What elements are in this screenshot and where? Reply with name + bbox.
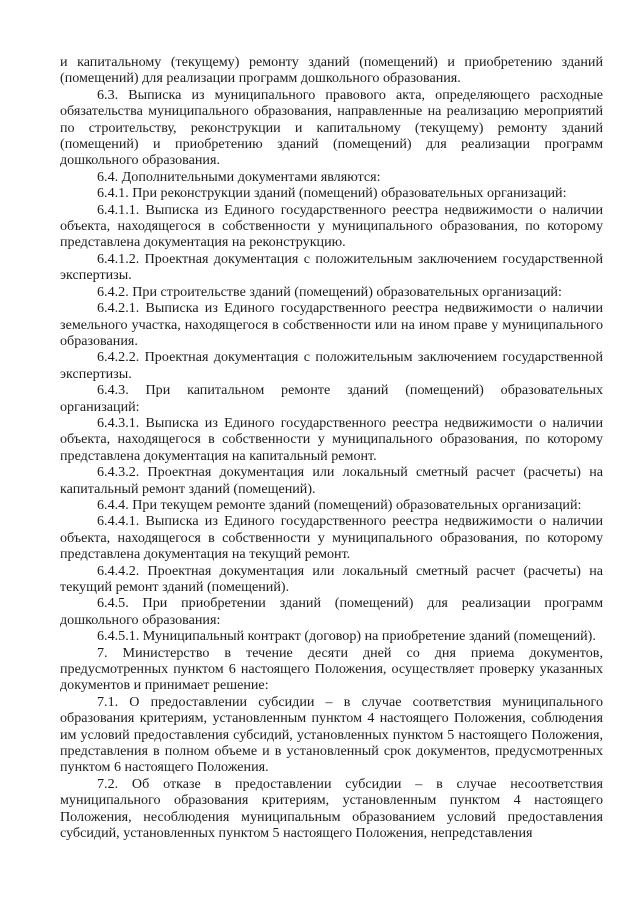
paragraph-6-4-2-1: 6.4.2.1. Выписка из Единого государственного реестра недвижимости о наличии земельного участка, находящегося в собственности или на ином праве у муниципального образования. xyxy=(60,300,603,349)
paragraph-6-4-1-2: 6.4.1.2. Проектная документация с положительным заключением государственной экспертизы. xyxy=(60,250,603,284)
document-body xyxy=(60,54,603,842)
paragraph-6-4-2-2: 6.4.2.2. Проектная документация с положительным заключением государственной экспертизы. xyxy=(60,349,603,382)
paragraph-continuation: и капитальному (текущему) ремонту зданий (помещений) и приобретению зданий (помещений) для реализации программ дошкольного образования. xyxy=(60,54,603,87)
paragraph-6-4-5: 6.4.5. При приобретении зданий (помещений) для реализации программ дошкольного образования: xyxy=(60,595,603,628)
paragraph-6-3: 6.3. Выписка из муниципального правового акта, определяющего расходные обязательства муниципального образования, направленные на реализацию мероприятий по строительству, реконструкции и капитальному (текущему) ремонту зданий (помещений) и приобретению зданий (помещений) для реализации программ дошкольного образования. xyxy=(60,86,603,169)
paragraph-6-4-4: 6.4.4. При текущем ремонте зданий (помещений) образовательных организаций: xyxy=(97,496,582,513)
paragraph-7: 7. Министерство в течение десяти дней со дня приема документов, предусмотренных пунктом 6 настоящего Положения, осуществляет проверку указанных документов и принимает решение: xyxy=(60,644,603,694)
paragraph-6-4-1-1: 6.4.1.1. Выписка из Единого государственного реестра недвижимости о наличии объекта, находящегося в собственности у муниципального образования, по которому представлена документация на реконструкцию. xyxy=(60,201,603,251)
paragraph-6-4-5-1: 6.4.5.1. Муниципальный контракт (договор) на приобретение зданий (помещений). xyxy=(97,628,596,645)
paragraph-6-4-3-1: 6.4.3.1. Выписка из Единого государственного реестра недвижимости о наличии объекта, находящегося в собственности у муниципального образования, по которому представлена документация на капитальный ремонт. xyxy=(60,414,603,464)
paragraph-7-2: 7.2. Об отказе в предоставлении субсидии – в случае несоответствия муниципального образования критериям, установленным пунктом 4 настоящего Положения, несоблюдения муниципальным образованием условий предоставления субсидий, установленных пунктом 5 настоящего Положения, непредставления xyxy=(60,775,603,842)
paragraph-6-4-3-2: 6.4.3.2. Проектная документация или локальный сметный расчет (расчеты) на капитальный ремонт зданий (помещений). xyxy=(60,464,603,497)
paragraph-6-4: 6.4. Дополнительными документами являются: xyxy=(97,168,381,185)
paragraph-6-4-4-2: 6.4.4.2. Проектная документация или локальный сметный расчет (расчеты) на текущий ремонт зданий (помещений). xyxy=(60,562,603,595)
paragraph-6-4-4-1: 6.4.4.1. Выписка из Единого государственного реестра недвижимости о наличии объекта, находящегося в собственности у муниципального образования, по которому представлена документация на текущий ремонт. xyxy=(60,513,603,563)
paragraph-7-1: 7.1. О предоставлении субсидии – в случае соответствия муниципального образования критериям, установленным пунктом 4 настоящего Положения, соблюдения им условий предоставления субсидий, установленных пунктом 5 настоящего Положения, представления в полном объеме и в установленный срок документов, предусмотренных пунктом 6 настоящего Положения. xyxy=(60,693,603,776)
paragraph-6-4-1: 6.4.1. При реконструкции зданий (помещений) образовательных организаций: xyxy=(97,185,567,202)
paragraph-6-4-2: 6.4.2. При строительстве зданий (помещений) образовательных организаций: xyxy=(97,283,562,300)
paragraph-6-4-3: 6.4.3. При капитальном ремонте зданий (помещений) образовательных организаций: xyxy=(60,382,603,415)
